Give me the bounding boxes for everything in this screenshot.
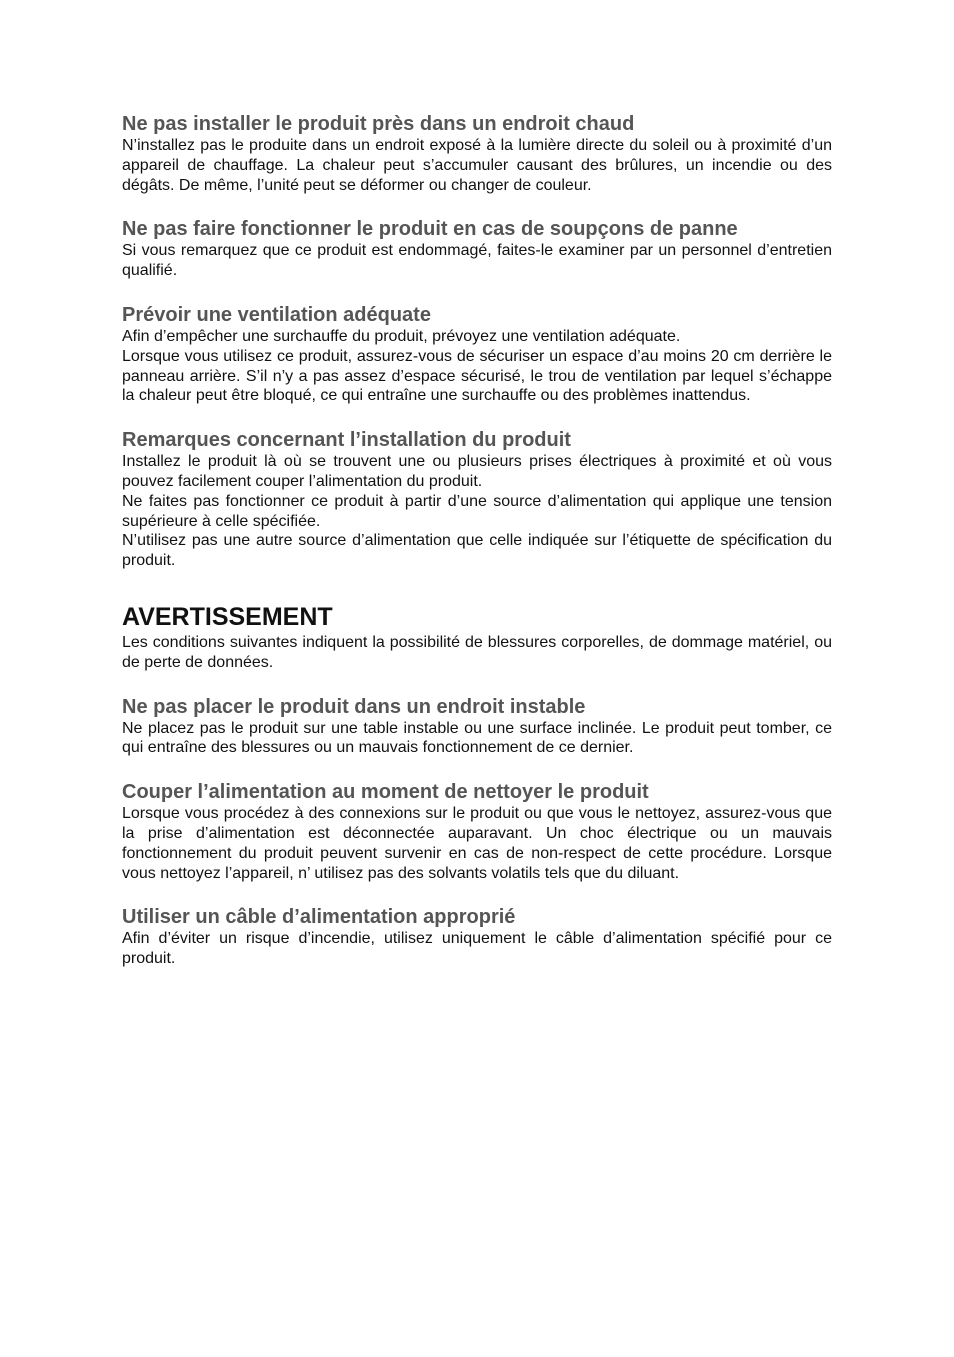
section-paragraph: Ne faites pas fonctionner ce produit à partir d’une source d’alimentation qui applique une tension supérieure à celle spécifiée. bbox=[122, 492, 832, 530]
section-heading: Utiliser un câble d’alimentation approprié bbox=[122, 906, 516, 929]
section-suspected-failure bbox=[122, 217, 832, 281]
section-paragraph: Afin d’empêcher une surchauffe du produit, prévoyez une ventilation adéquate. bbox=[122, 327, 681, 345]
section-unstable-location bbox=[122, 695, 832, 759]
section-paragraph: Ne placez pas le produit sur une table instable ou une surface inclinée. Le produit peut tomber, ce qui entraîne des blessures ou un mauvais fonctionnement de ce dernier. bbox=[122, 719, 832, 757]
section-power-cable bbox=[122, 905, 832, 969]
section-heading: Remarques concernant l’installation du produit bbox=[122, 429, 571, 452]
section-heading: Couper l’alimentation au moment de nettoyer le produit bbox=[122, 781, 649, 804]
section-heading: Ne pas installer le produit près dans un endroit chaud bbox=[122, 113, 635, 135]
section-heading: Ne pas faire fonctionner le produit en cas de soupçons de panne bbox=[122, 218, 738, 241]
section-heading: Ne pas placer le produit dans un endroit instable bbox=[122, 695, 586, 718]
warning-block bbox=[122, 593, 832, 673]
section-paragraph: Afin d’éviter un risque d’incendie, utilisez uniquement le câble d’alimentation spécifié pour ce produit. bbox=[122, 930, 832, 968]
warning-intro: Les conditions suivantes indiquent la possibilité de blessures corporelles, de dommage matériel, ou de perte de données. bbox=[122, 633, 832, 671]
section-cleaning-power-off bbox=[122, 780, 832, 883]
section-paragraph: N’utilisez pas une autre source d’alimentation que celle indiquée sur l’étiquette de spécification du produit. bbox=[122, 532, 832, 570]
section-paragraph: Installez le produit là où se trouvent une ou plusieurs prises électriques à proximité et où vous pouvez facilement couper l’alimentation du produit. bbox=[122, 453, 832, 490]
document-page bbox=[122, 112, 832, 991]
section-heading: Prévoir une ventilation adéquate bbox=[122, 303, 431, 326]
warning-title: AVERTISSEMENT bbox=[122, 602, 333, 631]
section-paragraph: N’installez pas le produite dans un endroit exposé à la lumière directe du soleil ou à proximité d’un appareil de chauffage. La chaleur peut s’accumuler causant des brûlures, un incendie ou des dégâts. De même, l’unité peut se déformer ou changer de couleur. bbox=[122, 137, 832, 194]
section-installation-notes bbox=[122, 428, 832, 571]
section-paragraph: Lorsque vous utilisez ce produit, assurez-vous de sécuriser un espace d’au moins 20 cm derrière le panneau arrière. S’il n’y a pas assez d’espace sécurisé, le trou de ventilation par lequel s’échappe la chaleur peut être bloqué, ce qui entraîne une surchauffe ou des problèmes inattendus. bbox=[122, 347, 832, 405]
section-paragraph: Si vous remarquez que ce produit est endommagé, faites-le examiner par un personnel d’entretien qualifié. bbox=[122, 242, 832, 280]
section-paragraph: Lorsque vous procédez à des connexions sur le produit ou que vous le nettoyez, assurez-vous que la prise d’alimentation est déconnectée auparavant. Un choc électrique ou un mauvais fonctionnement du produit peuvent survenir en cas de non-respect de cette procédure. Lorsque vous nettoyez l’appareil, n’ utilisez pas des solvants volatils tels que du diluant. bbox=[122, 805, 832, 882]
section-ventilation bbox=[122, 303, 832, 406]
section-hot-location bbox=[122, 112, 832, 195]
